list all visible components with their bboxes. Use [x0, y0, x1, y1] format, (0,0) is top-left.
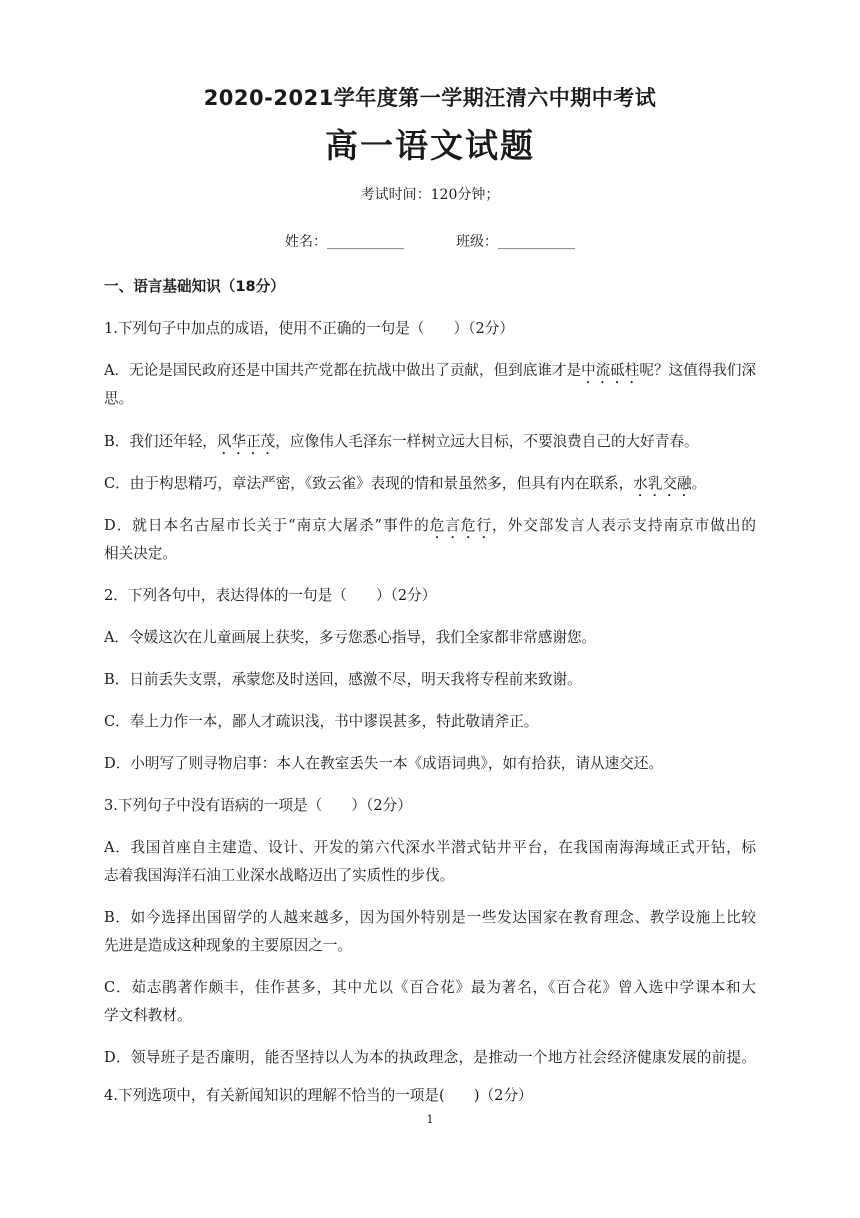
question-3-option-d: D．领导班子是否廉明，能否坚持以人为本的执政理念，是推动一个地方社会经济健康发展的前提。	[104, 1049, 756, 1066]
question-2-stem: 2．下列各句中，表达得体的一句是（ ）（2分）	[104, 587, 437, 604]
emphasized-idiom: 中流砥柱	[581, 362, 640, 379]
question-2-option-b: B．日前丢失支票，承蒙您及时送回，感激不尽，明天我将专程前来致谢。	[104, 671, 582, 688]
exam-time: 考试时间：120分钟；	[360, 187, 500, 203]
emphasized-idiom: 水乳交融	[633, 475, 692, 492]
name-field: 姓名：___________	[285, 234, 404, 250]
section-heading: 一、语言基础知识（18分）	[104, 278, 285, 295]
question-3-option-a: A．我国首座自主建造、设计、开发的第六代深水半潜式钻井平台，在我国南海海域正式开钻，标	[104, 839, 756, 856]
question-1-option-c: C．由于构思精巧，章法严密，《致云雀》表现的情和景虽然多，但具有内在联系，水乳交融。	[104, 475, 707, 492]
question-1-option-d-cont: 相关决定。	[104, 545, 177, 562]
question-3-option-c: C．茹志鹃著作颇丰，佳作甚多，其中尤以《百合花》最为著名，《百合花》曾入选中学课本和大	[104, 979, 756, 996]
question-1-option-a: A．无论是国民政府还是中国共产党都在抗战中做出了贡献，但到底谁才是中流砥柱呢？这值得我们深	[104, 362, 757, 379]
question-3-option-b-cont: 先进是造成这种现象的主要原因之一。	[104, 937, 353, 954]
question-3-option-b: B．如今选择出国留学的人越来越多，因为国外特别是一些发达国家在教育理念、教学设施上比较	[104, 909, 756, 926]
student-info-row	[0, 231, 860, 253]
question-2-option-a: A．令媛这次在儿童画展上获奖，多亏您悉心指导，我们全家都非常感谢您。	[104, 629, 597, 646]
question-2-option-c: C．奉上力作一本，鄙人才疏识浅，书中谬误甚多，特此敬请斧正。	[104, 713, 539, 730]
question-1-option-b: B．我们还年轻，风华正茂，应像伟人毛泽东一样树立远大目标，不要浪费自己的大好青春。	[104, 433, 699, 450]
main-title: 高一语文试题	[325, 126, 535, 165]
question-3-stem: 3.下列句子中没有语病的一项是（ ）（2分）	[104, 797, 412, 814]
page-number: 1	[426, 1113, 434, 1126]
question-3-option-a-cont: 志着我国海洋石油工业深水战略迈出了实质性的步伐。	[104, 867, 455, 884]
class-field: 班级：___________	[456, 234, 575, 250]
question-3-option-c-cont: 学文科教材。	[104, 1007, 192, 1024]
question-1-option-a-cont: 思。	[104, 390, 134, 407]
question-1-option-d: D．就日本名古屋市长关于“南京大屠杀”事件的危言危行，外交部发言人表示支持南京市做出的	[104, 517, 756, 534]
emphasized-idiom: 风华正茂	[216, 433, 276, 450]
question-2-option-d: D．小明写了则寻物启事：本人在教室丢失一本《成语词典》，如有拾获，请从速交还。	[104, 755, 663, 772]
emphasized-idiom: 危言危行	[429, 517, 493, 534]
exam-title: 2020-2021学年度第一学期汪清六中期中考试	[203, 86, 657, 110]
question-1-stem: 1.下列句子中加点的成语，使用不正确的一句是（ ）（2分）	[104, 320, 514, 337]
question-4-stem: 4.下列选项中，有关新闻知识的理解不恰当的一项是( )（2分）	[104, 1087, 533, 1104]
